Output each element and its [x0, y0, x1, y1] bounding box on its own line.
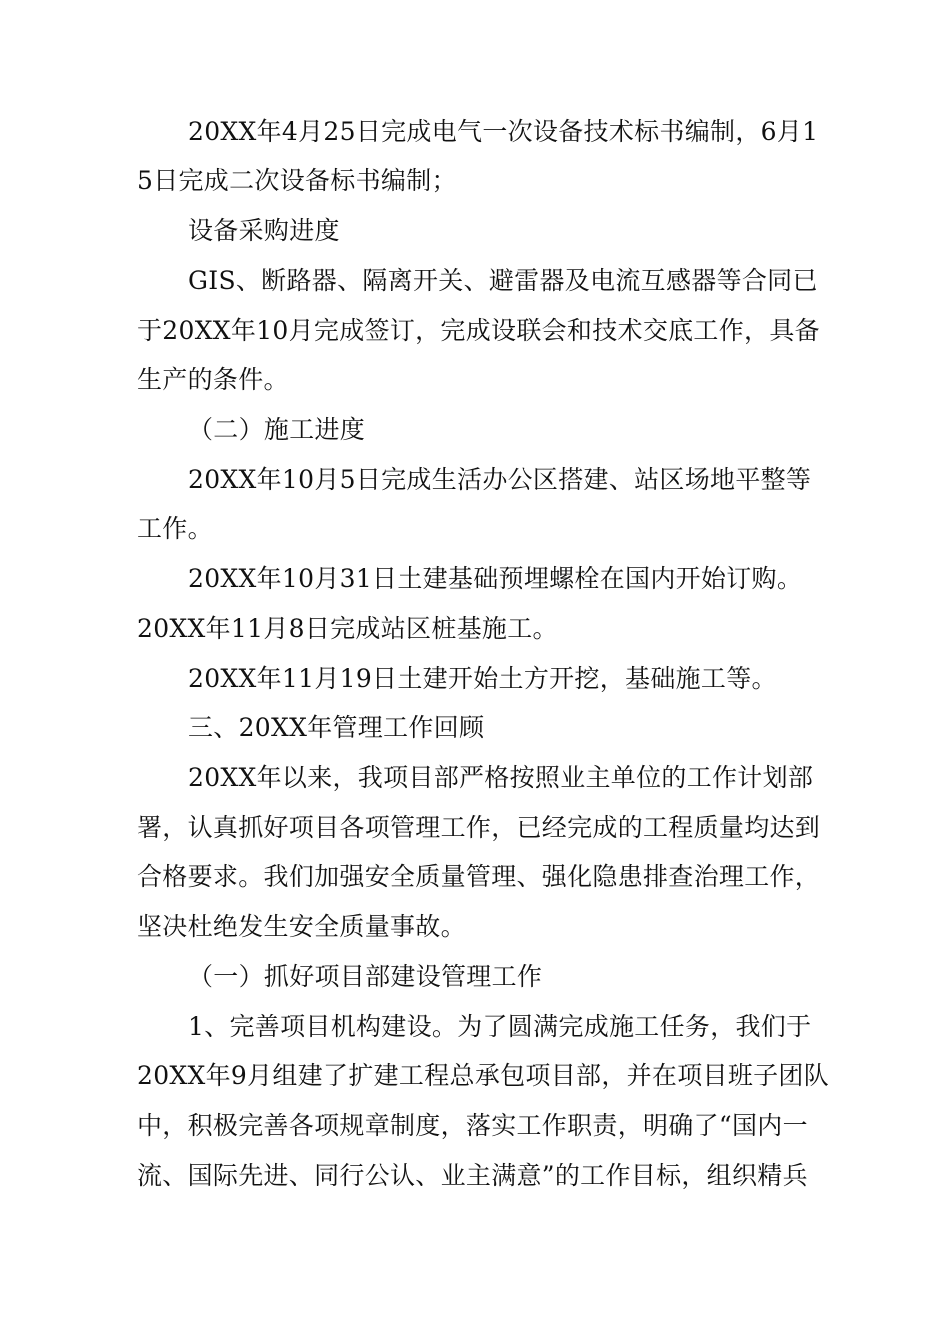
paragraph-line: 20XX年11月19日土建开始土方开挖，基础施工等。 — [188, 664, 777, 693]
section-heading: （一）抓好项目部建设管理工作 — [188, 962, 543, 991]
paragraph-line: 于20XX年10月完成签订，完成设联会和技术交底工作，具备 — [137, 316, 820, 345]
paragraph-line: GIS、断路器、隔离开关、避雷器及电流互感器等合同已 — [188, 266, 818, 295]
paragraph-line: 20XX年4月25日完成电气一次设备技术标书编制，6月1 — [188, 117, 819, 146]
paragraph-line: 坚决杜绝发生安全质量事故。 — [137, 912, 466, 941]
paragraph-line: 1、完善项目机构建设。为了圆满完成施工任务，我们于 — [188, 1012, 812, 1041]
paragraph-line: 20XX年10月5日完成生活办公区搭建、站区场地平整等 — [188, 465, 812, 494]
section-heading: 三、20XX年管理工作回顾 — [188, 713, 485, 742]
paragraph-line: 署，认真抓好项目各项管理工作，已经完成的工程质量均达到 — [137, 813, 821, 842]
paragraph-line: 20XX年以来，我项目部严格按照业主单位的工作计划部 — [188, 763, 814, 792]
heading-line: 设备采购进度 — [188, 216, 340, 245]
paragraph-line: 合格要求。我们加强安全质量管理、强化隐患排查治理工作， — [137, 862, 821, 891]
paragraph-line: 工作。 — [137, 514, 213, 543]
paragraph-line: 5日完成二次设备标书编制； — [137, 166, 457, 195]
paragraph-line: 20XX年11月8日完成站区桩基施工。 — [137, 614, 558, 643]
paragraph-line: 中，积极完善各项规章制度，落实工作职责，明确了“国内一 — [137, 1111, 808, 1140]
paragraph-line: 20XX年9月组建了扩建工程总承包项目部，并在项目班子团队 — [137, 1061, 830, 1090]
section-heading: （二）施工进度 — [188, 415, 366, 444]
paragraph-line: 20XX年10月31日土建基础预埋螺栓在国内开始订购。 — [188, 564, 803, 593]
paragraph-line: 生产的条件。 — [137, 365, 289, 394]
paragraph-line: 流、国际先进、同行公认、业主满意”的工作目标，组织精兵 — [137, 1161, 808, 1190]
